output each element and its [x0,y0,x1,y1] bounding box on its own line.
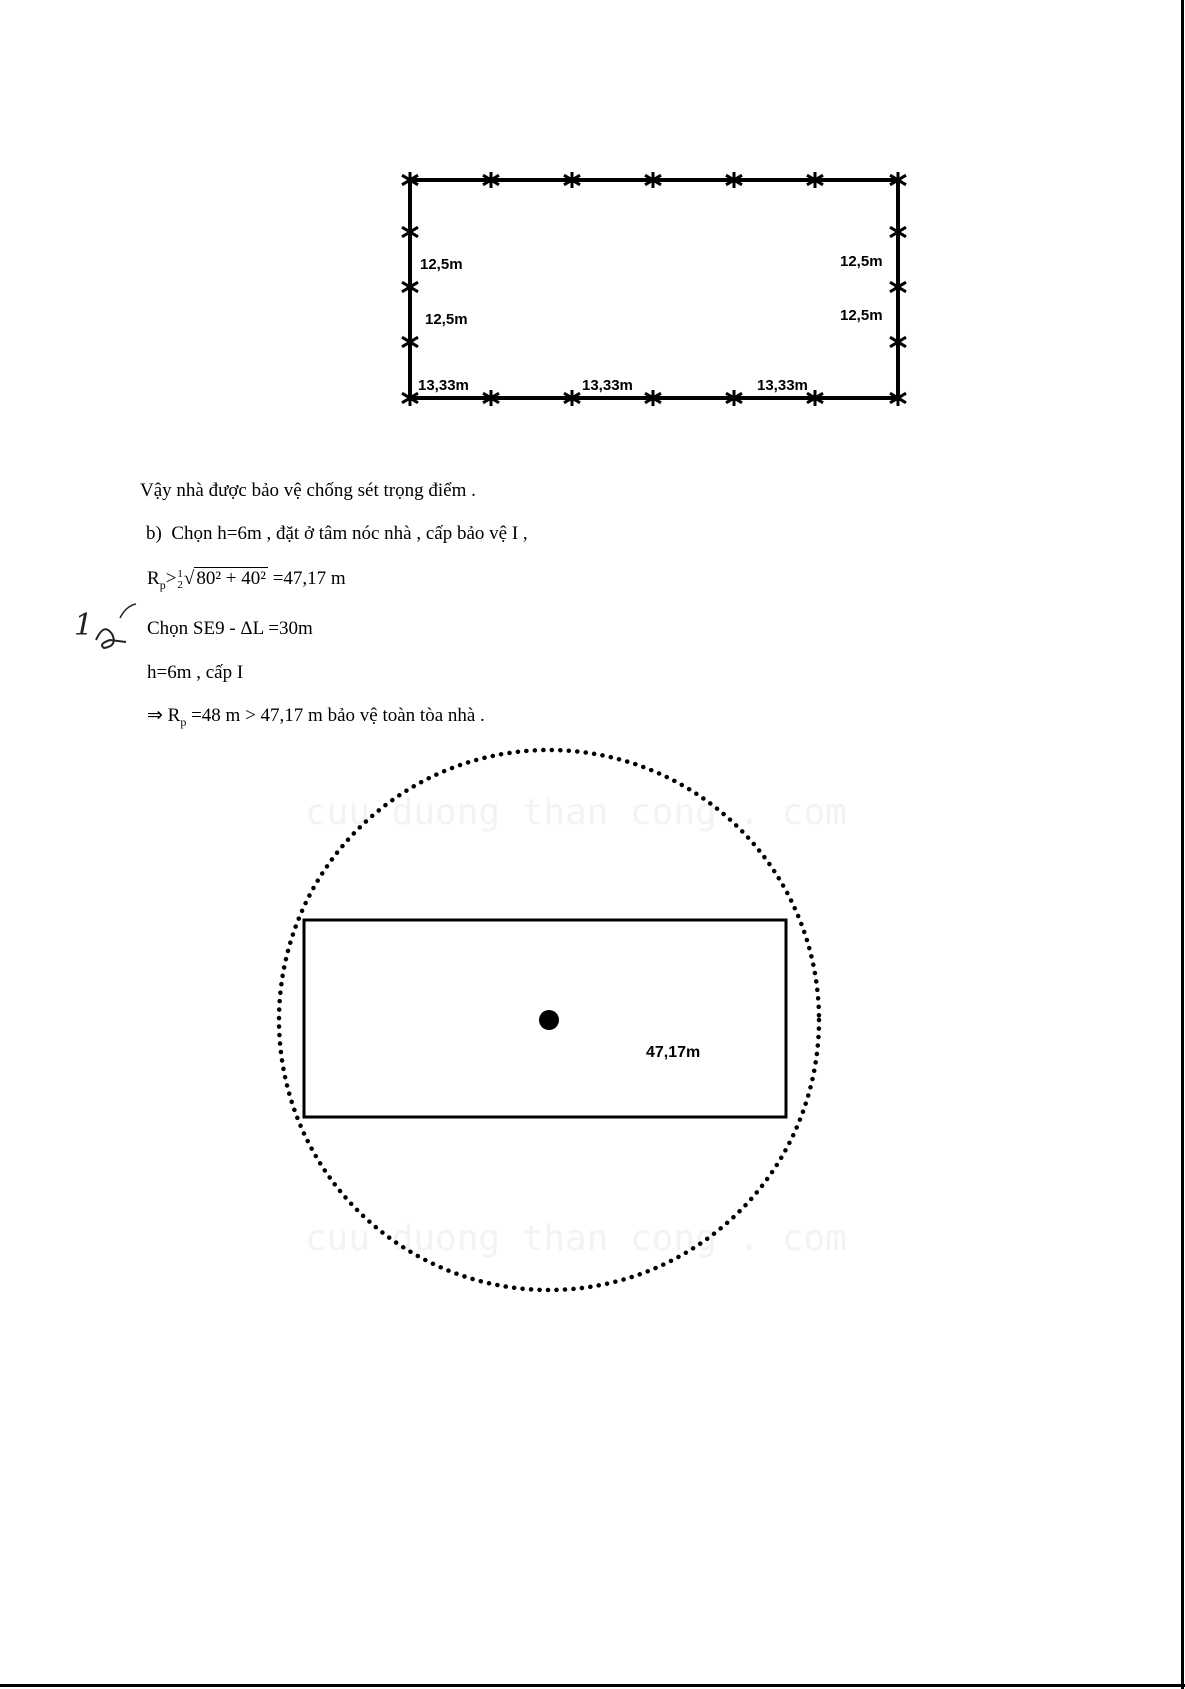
dim-bottom-2: 13,33m [582,377,633,394]
formula-gt: > [165,568,177,589]
dim-right-upper: 12,5m [840,253,883,270]
rod-position-dot [539,1010,559,1030]
dim-bottom-3: 13,33m [757,377,808,394]
watermark-bottom: cuu duong than cong . com [305,1218,847,1259]
height-line: h=6m , cấp I [147,662,244,683]
result-text: =48 m > 47,17 m bảo vệ toàn tòa nhà . [186,705,485,726]
dim-left-lower: 12,5m [425,311,468,328]
formula-r: R [147,568,160,589]
watermark-top: cuu duong than cong . com [305,792,847,833]
part-b-marker: b) [146,523,162,544]
result-arrow: ⇒ R [147,705,181,726]
result-sub: p [180,714,187,729]
fraction-numerator: 1 [177,567,183,580]
formula-r-sub: p [159,577,166,592]
dim-left-upper: 12,5m [420,256,463,273]
choice-line: Chọn SE9 - ΔL =30m [147,618,313,639]
sqrt-symbol: √ [183,568,195,589]
conclusion-line: Vậy nhà được bảo vệ chống sét trọng điểm . [140,480,476,501]
handwritten-mark: 1 [74,608,94,643]
fraction-denominator: 2 [177,578,183,591]
part-b-text: Chọn h=6m , đặt ở tâm nóc nhà , cấp bảo vệ I , [171,523,528,544]
dim-bottom-1: 13,33m [418,377,469,394]
dim-right-lower: 12,5m [840,307,883,324]
formula-result: =47,17 m [267,568,346,589]
radius-label: 47,17m [646,1044,701,1061]
sqrt-radicand: 80² + 40² [196,568,266,589]
